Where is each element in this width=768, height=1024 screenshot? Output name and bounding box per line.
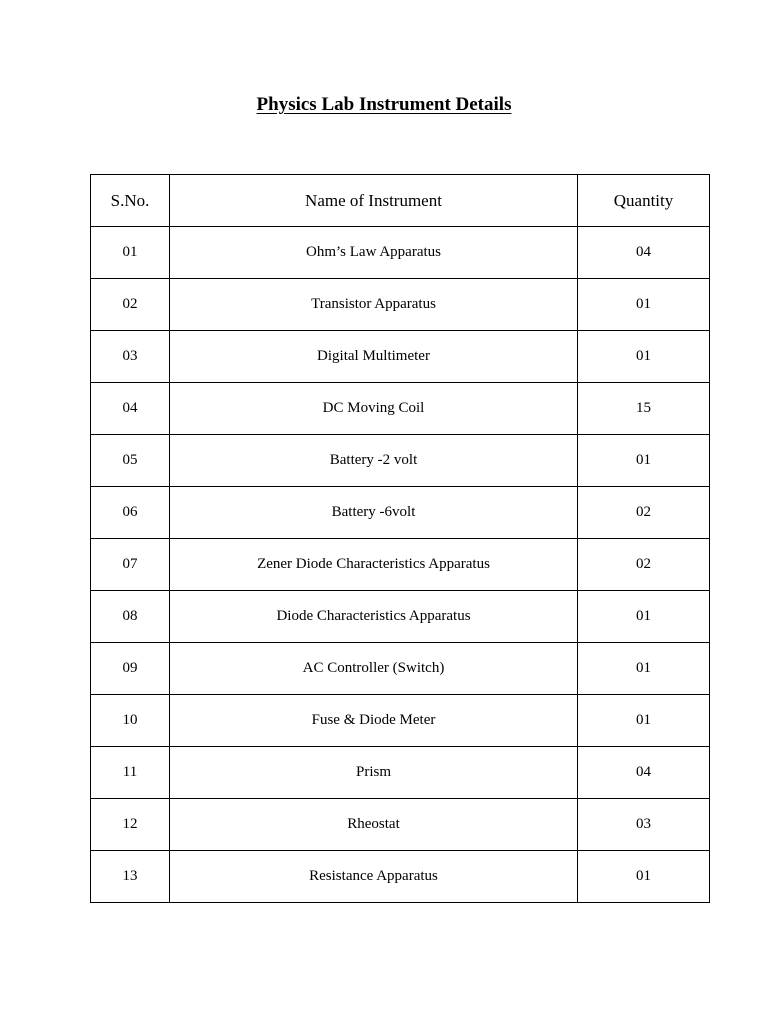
- cell-sno: 09: [91, 643, 170, 695]
- cell-instrument-name: Rheostat: [170, 799, 578, 851]
- table-header: [91, 175, 710, 227]
- cell-quantity: 01: [578, 643, 710, 695]
- cell-quantity: 01: [578, 279, 710, 331]
- cell-quantity: 01: [578, 435, 710, 487]
- cell-quantity: 02: [578, 487, 710, 539]
- cell-instrument-name: Battery -2 volt: [170, 435, 578, 487]
- table-row: [91, 331, 710, 383]
- table-row: [91, 487, 710, 539]
- cell-quantity: 03: [578, 799, 710, 851]
- cell-instrument-name: Fuse & Diode Meter: [170, 695, 578, 747]
- table-row: [91, 851, 710, 903]
- table-row: [91, 799, 710, 851]
- cell-instrument-name: Diode Characteristics Apparatus: [170, 591, 578, 643]
- table-row: [91, 747, 710, 799]
- cell-sno: 13: [91, 851, 170, 903]
- cell-quantity: 01: [578, 851, 710, 903]
- cell-sno: 11: [91, 747, 170, 799]
- table-row: [91, 279, 710, 331]
- header-name: Name of Instrument: [170, 175, 578, 227]
- cell-quantity: 01: [578, 331, 710, 383]
- cell-quantity: 15: [578, 383, 710, 435]
- cell-instrument-name: Digital Multimeter: [170, 331, 578, 383]
- cell-sno: 06: [91, 487, 170, 539]
- cell-instrument-name: Prism: [170, 747, 578, 799]
- cell-sno: 01: [91, 227, 170, 279]
- table-row: [91, 383, 710, 435]
- cell-sno: 12: [91, 799, 170, 851]
- instrument-table: [90, 174, 710, 903]
- cell-instrument-name: AC Controller (Switch): [170, 643, 578, 695]
- table-row: [91, 695, 710, 747]
- cell-sno: 07: [91, 539, 170, 591]
- cell-quantity: 04: [578, 747, 710, 799]
- cell-sno: 08: [91, 591, 170, 643]
- cell-instrument-name: DC Moving Coil: [170, 383, 578, 435]
- table-row: [91, 227, 710, 279]
- cell-sno: 05: [91, 435, 170, 487]
- cell-sno: 03: [91, 331, 170, 383]
- cell-quantity: 02: [578, 539, 710, 591]
- cell-sno: 02: [91, 279, 170, 331]
- table-row: [91, 643, 710, 695]
- cell-quantity: 01: [578, 591, 710, 643]
- cell-quantity: 04: [578, 227, 710, 279]
- table-row: [91, 591, 710, 643]
- table-row: [91, 435, 710, 487]
- header-sno: S.No.: [91, 175, 170, 227]
- table-row: [91, 539, 710, 591]
- cell-sno: 10: [91, 695, 170, 747]
- cell-quantity: 01: [578, 695, 710, 747]
- table-body: [91, 227, 710, 903]
- header-row: [91, 175, 710, 227]
- cell-sno: 04: [91, 383, 170, 435]
- cell-instrument-name: Transistor Apparatus: [170, 279, 578, 331]
- cell-instrument-name: Battery -6volt: [170, 487, 578, 539]
- header-quantity: Quantity: [578, 175, 710, 227]
- cell-instrument-name: Ohm’s Law Apparatus: [170, 227, 578, 279]
- cell-instrument-name: Zener Diode Characteristics Apparatus: [170, 539, 578, 591]
- page-title: Physics Lab Instrument Details: [256, 94, 512, 115]
- cell-instrument-name: Resistance Apparatus: [170, 851, 578, 903]
